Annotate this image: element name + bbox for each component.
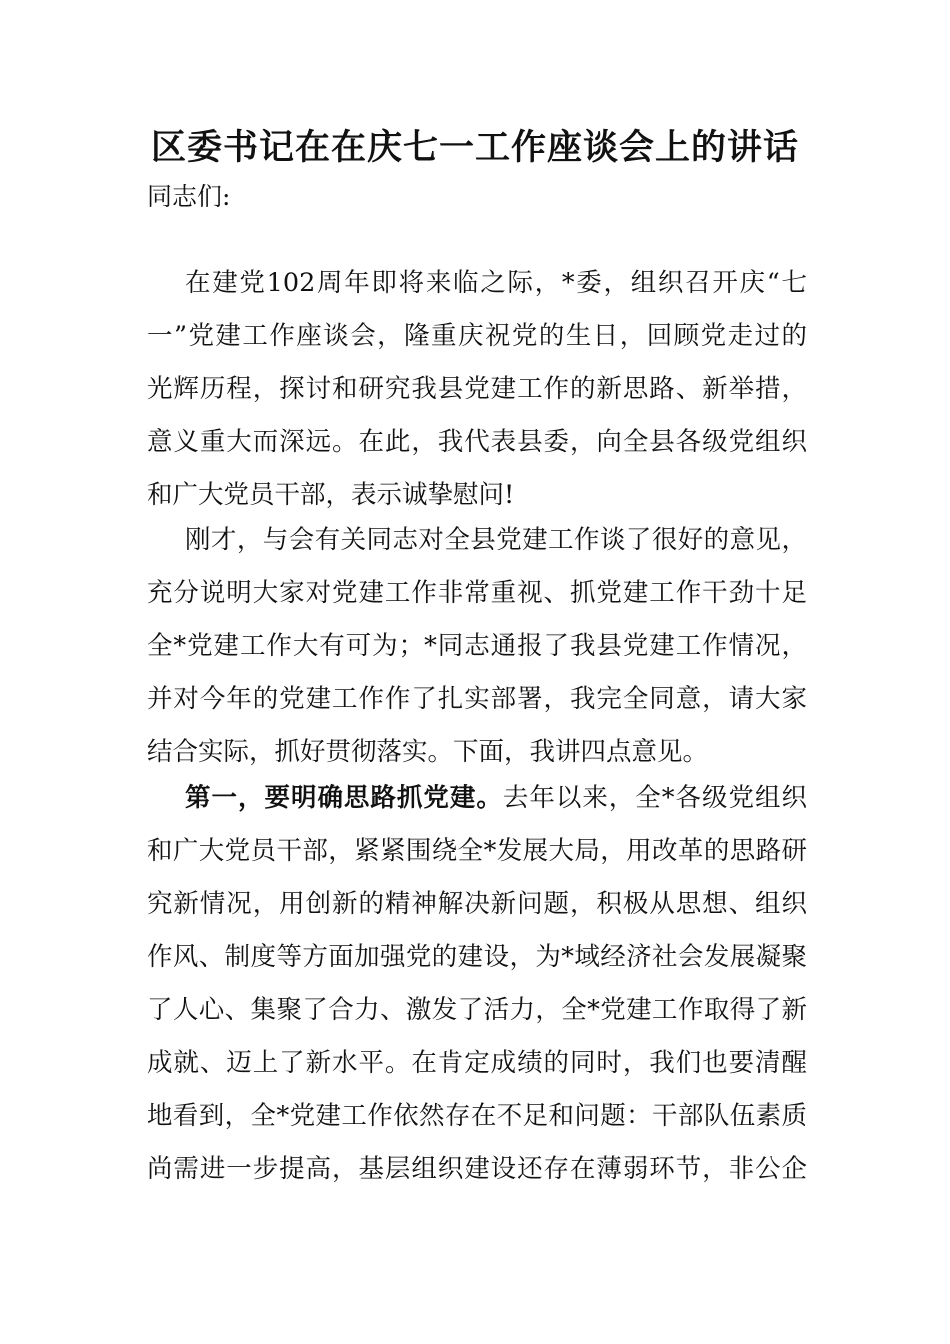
- paragraph-line: 作风、制度等方面加强党的建设，为*域经济社会发展凝聚: [147, 942, 807, 972]
- paragraph-line: [147, 772, 807, 825]
- paragraph-line: 在建党102周年即将来临之际，*委，组织召开庆“七: [185, 268, 807, 298]
- paragraph-line: 结合实际，抓好贯彻落实。下面，我讲四点意见。: [147, 737, 709, 767]
- paragraph-1: [147, 257, 807, 522]
- section-heading: 第一，要明确思路抓党建。: [185, 783, 503, 813]
- salutation: 同志们:: [147, 182, 231, 211]
- paragraph-line: 和广大党员干部，紧紧围绕全*发展大局，用改革的思路研: [147, 836, 807, 866]
- paragraph-line: 和广大党员干部，表示诚挚慰问!: [147, 480, 515, 510]
- paragraph-line: 尚需进一步提高，基层组织建设还存在薄弱环节，非公企: [147, 1154, 807, 1184]
- paragraph-line: 光辉历程，探讨和研究我县党建工作的新思路、新举措，: [147, 374, 807, 404]
- paragraph-line: 成就、迈上了新水平。在肯定成绩的同时，我们也要清醒: [147, 1048, 807, 1078]
- paragraph-line: 地看到，全*党建工作依然存在不足和问题：干部队伍素质: [147, 1101, 807, 1131]
- paragraph-line-rest: 去年以来，全*各级党组织: [502, 783, 807, 813]
- paragraph-line: 全*党建工作大有可为；*同志通报了我县党建工作情况，: [147, 631, 807, 661]
- paragraph-line: 并对今年的党建工作作了扎实部署，我完全同意，请大家: [147, 684, 807, 714]
- paragraph-line: 意义重大而深远。在此，我代表县委，向全县各级党组织: [147, 427, 807, 457]
- paragraph-2: [147, 514, 807, 779]
- paragraph-line: 究新情况，用创新的精神解决新问题，积极从思想、组织: [147, 889, 807, 919]
- paragraph-3: [147, 772, 807, 1196]
- paragraph-line: 了人心、集聚了合力、激发了活力，全*党建工作取得了新: [147, 995, 807, 1025]
- paragraph-line: 充分说明大家对党建工作非常重视、抓党建工作干劲十足: [147, 578, 807, 608]
- paragraph-line: 刚才，与会有关同志对全县党建工作谈了很好的意见，: [185, 525, 807, 555]
- document-title: 区委书记在在庆七一工作座谈会上的讲话: [150, 127, 799, 168]
- paragraph-line: 一”党建工作座谈会，隆重庆祝党的生日，回顾党走过的: [147, 321, 807, 351]
